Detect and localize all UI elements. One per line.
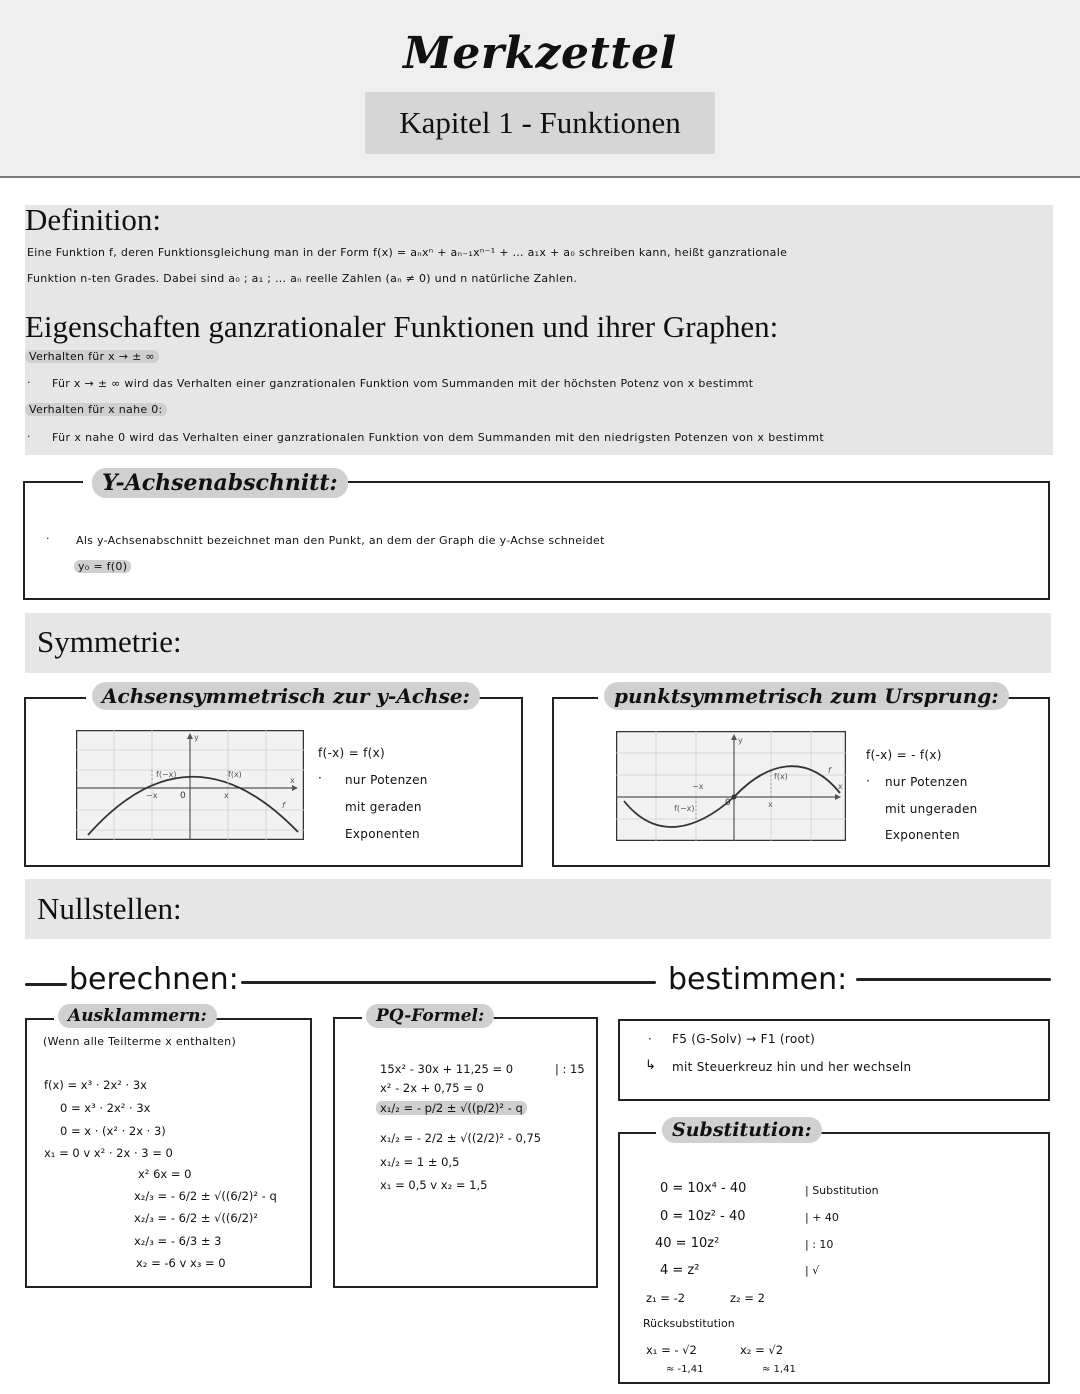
achsen-graph-negx: −x [146,791,158,800]
ausklammern-title: Ausklammern: [58,1004,217,1028]
substitution-x2: x₂ = √2 [740,1343,784,1357]
substitution-rueck: Rücksubstitution [643,1317,735,1330]
achsensymmetrie-title: Achsensymmetrisch zur y-Achse: [92,682,480,710]
gtr-line-2: mit Steuerkreuz hin und her wechseln [672,1060,912,1074]
punktsymmetrie-graph [616,731,846,841]
achsen-bullet: · [318,771,323,785]
verhalten-null-bullet: · [27,430,31,443]
substitution-right-2: | + 40 [805,1211,839,1224]
substitution-right-1: | Substitution [805,1184,879,1197]
substitution-title: Substitution: [662,1117,822,1143]
achsen-graph-y: y [194,733,199,742]
verhalten-unendlich-text: Für x → ± ∞ wird das Verhalten einer ganzrationalen Funktion vom Summanden mit der höchsten Potenz von x bestimmt [52,377,754,390]
punkt-line-1: nur Potenzen [885,775,968,789]
bestimmen-line-right [856,978,1051,981]
y-achse-bullet: · [46,532,50,545]
definition-text-line-2: Funktion n-ten Grades. Dabei sind a₀ ; a₁ ; … aₙ reelle Zahlen (aₙ ≠ 0) und n natürliche Zahlen. [27,272,578,285]
substitution-left-3: 40 = 10z² [655,1236,720,1251]
verhalten-unendlich-bullet: · [27,376,31,389]
achsen-graph-fmx: f(−x) [156,770,177,779]
bestimmen-heading: bestimmen: [668,962,848,997]
definition-text-line-1: Eine Funktion f, deren Funktionsgleichung man in der Form f(x) = aₙxⁿ + aₙ₋₁xⁿ⁻¹ + … a₁x + a₀ schreiben kann, heißt ganzrationale [27,246,788,259]
pq-line-2: x² - 2x + 0,75 = 0 [380,1081,484,1095]
gtr-line-1: F5 (G-Solv) → F1 (root) [672,1032,816,1046]
ausklammern-line-9: x₂ = -6 v x₃ = 0 [136,1256,226,1270]
punkt-graph-posx: x [768,800,773,809]
y-achse-formula: y₀ = f(0) [74,560,131,573]
achsen-line-3: Exponenten [345,827,420,841]
pq-line-5: x₁/₂ = 1 ± 0,5 [380,1155,460,1169]
verhalten-null-text: Für x nahe 0 wird das Verhalten einer ganzrationalen Funktion von dem Summanden mit den niedrigsten Potenzen von x bestimmt [52,431,825,444]
y-achse-text: Als y-Achsenabschnitt bezeichnet man den Punkt, an dem der Graph die y-Achse schneidet [76,534,605,547]
substitution-right-3: | : 10 [805,1238,834,1251]
achsen-graph-zero: 0 [180,791,186,801]
achsen-graph-posx: x [224,791,229,800]
pq-line-3: x₁/₂ = - p/2 ± √((p/2)² - q [376,1101,527,1115]
berechnen-line-left [25,983,67,986]
substitution-left-4: 4 = z² [660,1263,700,1278]
pq-line-1: 15x² - 30x + 11,25 = 0 [380,1062,514,1076]
pq-line-6: x₁ = 0,5 v x₂ = 1,5 [380,1178,488,1192]
punkt-graph-fx: f(x) [774,772,788,781]
verhalten-unendlich-heading: Verhalten für x → ± ∞ [25,350,159,363]
punkt-graph-y: y [738,736,743,745]
ausklammern-line-1: f(x) = x³ · 2x² · 3x [44,1078,147,1092]
ausklammern-line-4: x₁ = 0 v x² · 2x · 3 = 0 [44,1146,173,1160]
ausklammern-line-7: x₂/₃ = - 6/2 ± √((6/2)² [134,1211,259,1225]
achsensymmetrie-graph [76,730,304,840]
substitution-x2-value: ≈ 1,41 [762,1364,796,1375]
achsen-graph-fx: f(x) [228,770,242,779]
pq-line-4: x₁/₂ = - 2/2 ± √((2/2)² - 0,75 [380,1131,542,1145]
achsen-line-2: mit geraden [345,800,422,814]
substitution-z2: z₂ = 2 [730,1291,765,1305]
substitution-left-2: 0 = 10z² - 40 [660,1209,746,1224]
ausklammern-line-2: 0 = x³ · 2x² · 3x [60,1101,151,1115]
punkt-graph-f: f [828,766,831,775]
ausklammern-line-6: x₂/₃ = - 6/2 ± √((6/2)² - q [134,1189,277,1203]
substitution-x1: x₁ = - √2 [646,1343,697,1357]
berechnen-line-right [241,981,656,984]
achsen-line-1: nur Potenzen [345,773,428,787]
substitution-z1: z₁ = -2 [646,1291,686,1305]
pq-note: | : 15 [555,1062,585,1076]
nullstellen-heading: Nullstellen: [37,891,182,926]
achsen-graph-x: x [290,776,295,785]
achsen-formula: f(-x) = f(x) [318,746,385,760]
ausklammern-note: (Wenn alle Teilterme x enthalten) [43,1035,237,1048]
substitution-x1-value: ≈ -1,41 [666,1364,704,1375]
eigenschaften-heading: Eigenschaften ganzrationaler Funktionen und ihrer Graphen: [25,309,779,344]
punkt-formula: f(-x) = - f(x) [866,748,942,762]
ausklammern-line-3: 0 = x · (x² · 2x · 3) [60,1124,166,1138]
page-title: Merkzettel [403,28,677,79]
punktsymmetrie-title: punktsymmetrisch zum Ursprung: [604,682,1009,710]
chapter-title: Kapitel 1 - Funktionen [365,92,715,154]
punkt-graph-negx: −x [692,782,704,791]
punkt-line-2: mit ungeraden [885,802,978,816]
y-achsenabschnitt-title: Y-Achsenabschnitt: [92,468,348,498]
substitution-left-1: 0 = 10x⁴ - 40 [660,1181,747,1196]
pq-title: PQ-Formel: [366,1004,494,1028]
verhalten-null-heading: Verhalten für x nahe 0: [25,403,167,416]
symmetrie-heading: Symmetrie: [37,624,182,659]
ausklammern-line-5: x² 6x = 0 [138,1167,192,1181]
pq-box [333,1017,598,1288]
achsen-graph-f: f [282,801,285,810]
definition-heading: Definition: [25,202,162,237]
substitution-right-4: | √ [805,1264,820,1277]
ausklammern-line-8: x₂/₃ = - 6/3 ± 3 [134,1234,222,1248]
berechnen-heading: berechnen: [69,962,239,997]
punkt-bullet: · [866,774,871,788]
gtr-bullet: · [648,1032,653,1046]
punkt-graph-fmx: f(−x) [674,804,695,813]
punkt-graph-x: x [838,782,843,791]
punkt-graph-zero: 0 [725,798,731,808]
gtr-arrow-icon: ↳ [645,1058,657,1073]
punkt-line-3: Exponenten [885,828,960,842]
